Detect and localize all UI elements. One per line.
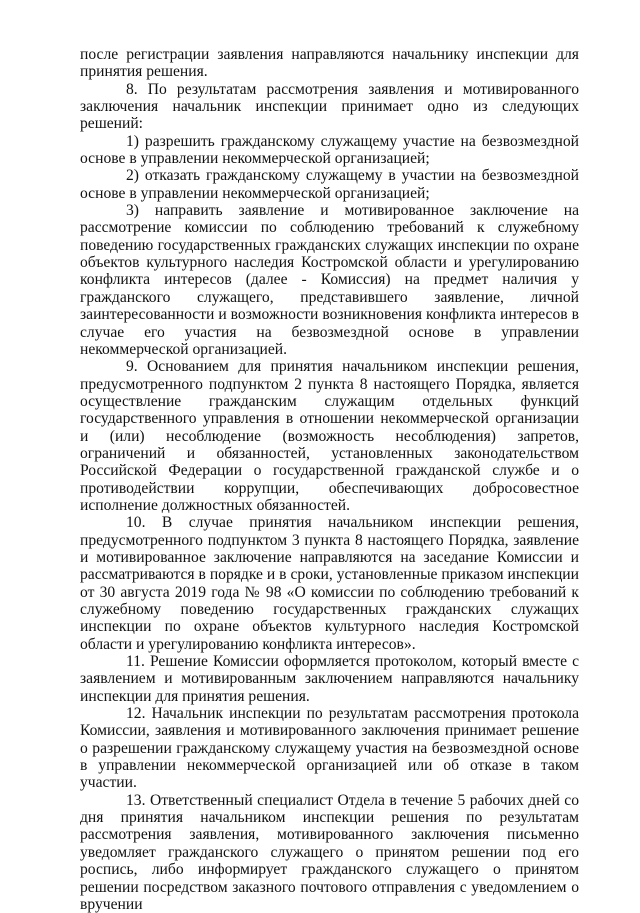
paragraph-item-8-3: 3) направить заявление и мотивированное заключение на рассмотрение комиссии по соблюдению требований к служебному поведению государственных гражданских служащих инспекции по охране объектов культурного наследия Костромской области и урегулированию конфликта интересов (далее - Комиссия) на предмет наличия у гражданского служащего, представившего заявление, личной заинтересованности и возможности возникновения конфликта интересов в случае его участия на безвозмездной основе в управлении некоммерческой организацией. (80, 202, 579, 358)
paragraph-item-8-2: 2) отказать гражданскому служащему в участии на безвозмездной основе в управлении некоммерческой организацией; (80, 167, 579, 202)
paragraph-item-13: 13. Ответственный специалист Отдела в течение 5 рабочих дней со дня принятия начальником инспекции решения по результатам рассмотрения заявления, мотивированного заключения письменно уведомляет гражданского служащего о принятом решении под его роспись, либо информирует гражданского служащего о принятом решении посредством заказного почтового отправления с уведомлением о вручении (80, 791, 579, 913)
paragraph-item-8: 8. По результатам рассмотрения заявления и мотивированного заключения начальник инспекции принимает одно из следующих решений: (80, 80, 579, 133)
paragraph-continuation: после регистрации заявления направляются начальнику инспекции для принятия решения. (80, 46, 579, 81)
paragraph-item-9: 9. Основанием для принятия начальником инспекции решения, предусмотренного подпунктом 2 пункта 8 настоящего Порядка, является осуществление гражданским служащим отдельных функций государственного управления в отношении некоммерческой организации и (или) несоблюдение (возможность несоблюдения) запретов, ограничений и обязанностей, установленных законодательством Российской Федерации о государственной гражданской службе и о противодействии коррупции, обеспечивающих добросовестное исполнение должностных обязанностей. (80, 358, 579, 514)
paragraph-item-8-1: 1) разрешить гражданскому служащему участие на безвозмездной основе в управлении некоммерческой организацией; (80, 132, 579, 168)
paragraph-item-12: 12. Начальник инспекции по результатам рассмотрения протокола Комиссии, заявления и мотивированного заключения принимает решение о разрешении гражданскому служащему участия на безвозмездной основе в управлении некоммерческой организацией или об отказе в таком участии. (80, 705, 579, 792)
paragraph-item-10: 10. В случае принятия начальником инспекции решения, предусмотренного подпунктом 3 пункта 8 настоящего Порядка, заявление и мотивированное заключение направляются на заседание Комиссии и рассматриваются в порядке и в сроки, установленные приказом инспекции от 30 августа 2019 года № 98 «О комиссии по соблюдению требований к служебному поведению государственных гражданских служащих инспекции по охране объектов культурного наследия Костромской области и урегулированию конфликта интересов». (80, 514, 579, 653)
paragraph-item-11: 11. Решение Комиссии оформляется протоколом, который вместе с заявлением и мотивированным заключением направляются начальнику инспекции для принятия решения. (80, 653, 579, 705)
